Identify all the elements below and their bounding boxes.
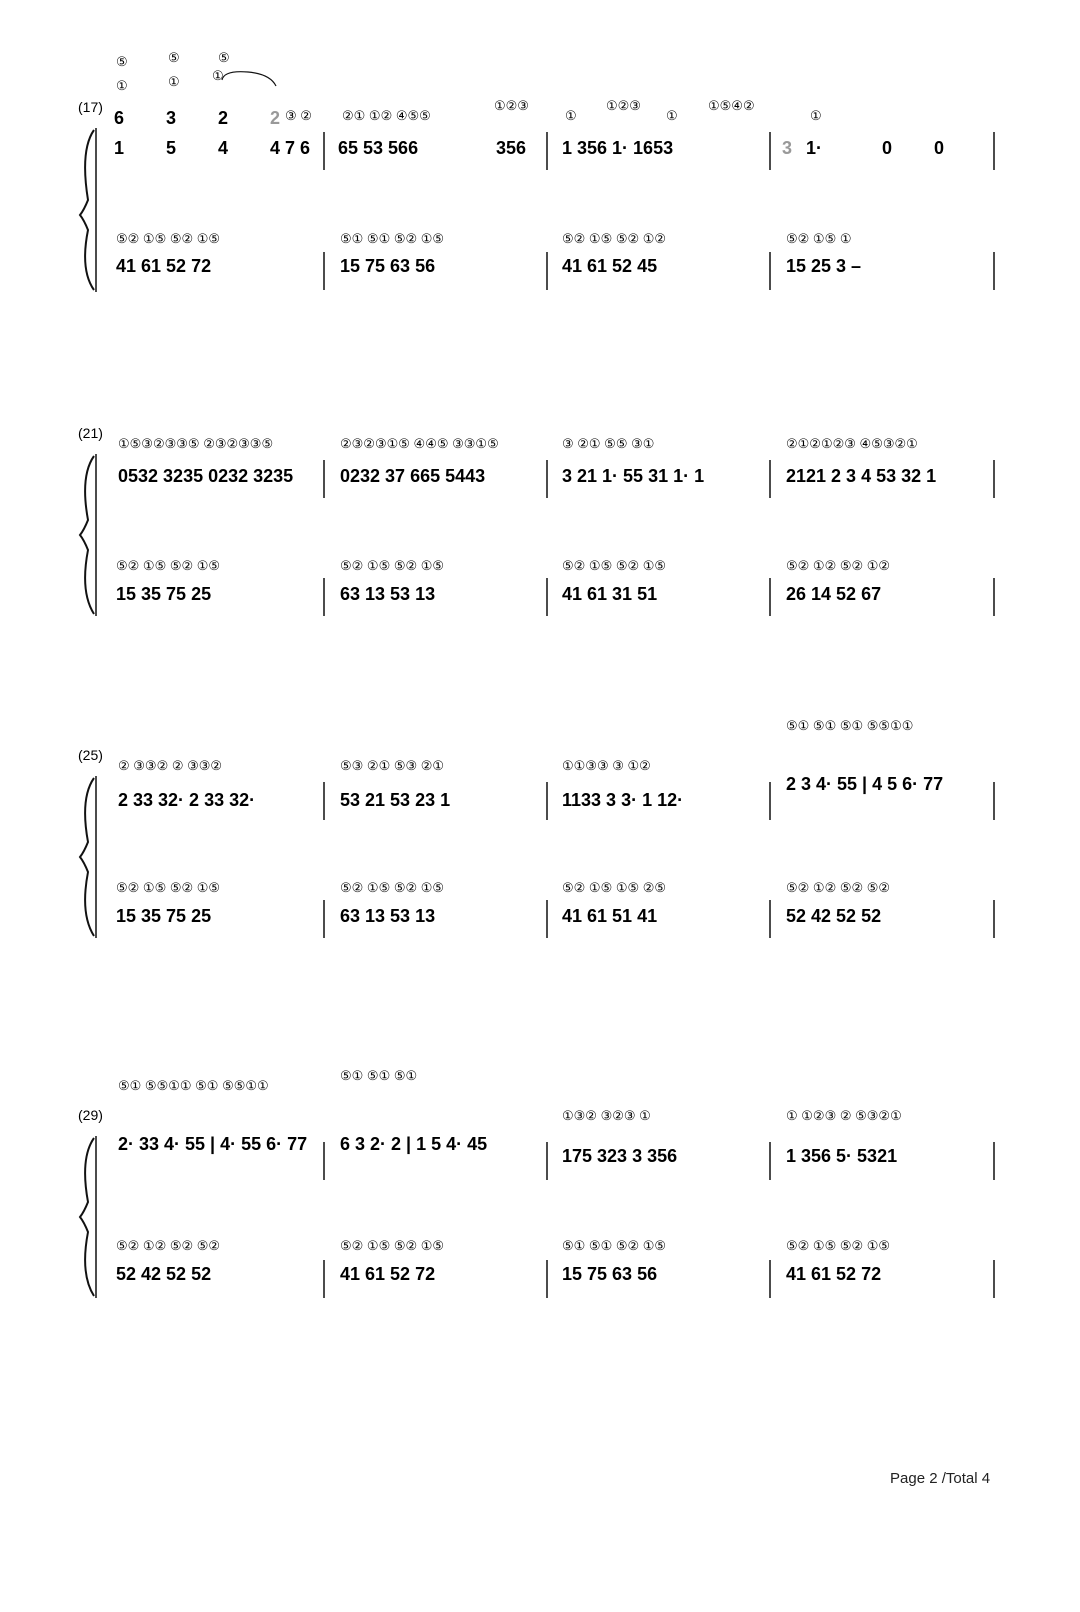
bass-notes: 15 35 75 25	[116, 584, 212, 604]
treble-notes: 2· 33 4· 55 | 4· 55 6· 77	[118, 1134, 308, 1154]
system-21	[78, 425, 994, 616]
fingering: ①③② ③②③ ①	[562, 1108, 651, 1123]
note: 3	[166, 108, 177, 128]
fingering: ①	[168, 74, 180, 89]
bass-notes: 41 61 52 72	[786, 1264, 882, 1284]
fingering: ① ①②③ ② ⑤③②①	[786, 1108, 902, 1123]
note: 2	[270, 108, 281, 128]
note-group: 1 356 1· 1653	[562, 138, 674, 158]
treble-notes: 2 33 32· 2 33 32·	[118, 790, 256, 810]
note-group: 1·	[806, 138, 823, 158]
bass-notes: 41 61 52 72	[116, 256, 212, 276]
bass-notes: 15 25 3 –	[786, 256, 862, 276]
fingering: ⑤	[218, 50, 230, 65]
fingering: ⑤② ①⑤ ⑤② ①⑤	[116, 558, 221, 573]
fingering: ⑤① ⑤① ⑤①	[340, 1068, 418, 1083]
bass-notes: 63 13 53 13	[340, 584, 436, 604]
bass-notes: 15 75 63 56	[340, 256, 436, 276]
fingering: ⑤② ①⑤ ①	[786, 231, 852, 246]
fingering: ⑤② ①⑤ ⑤② ①⑤	[340, 880, 445, 895]
fingering: ①	[116, 78, 128, 93]
bass-notes: 41 61 52 72	[340, 1264, 436, 1284]
bass-notes: 15 75 63 56	[562, 1264, 658, 1284]
note-rest: 0	[882, 138, 893, 158]
fingering: ①①③③ ③ ①②	[562, 758, 651, 773]
fingering: ⑤① ⑤⑤①① ⑤① ⑤⑤①①	[118, 1078, 269, 1093]
note-rest: 0	[934, 138, 945, 158]
fingering: ⑤② ①⑤ ⑤② ①⑤	[116, 880, 221, 895]
treble-notes: 1 356 5· 5321	[786, 1146, 898, 1166]
brace	[80, 778, 94, 936]
treble-notes: 53 21 53 23 1	[340, 790, 451, 810]
treble-notes: 175 323 3 356	[562, 1146, 678, 1166]
fingering: ⑤② ①⑤ ⑤② ①②	[562, 231, 667, 246]
fingering: ⑤② ①⑤ ①⑤ ②⑤	[562, 880, 667, 895]
fingering: ①	[810, 108, 822, 123]
note-group: 4 7 6	[270, 138, 311, 158]
fingering: ①	[212, 68, 224, 83]
note-group: 65 53 566	[338, 138, 419, 158]
fingering: ①⑤④②	[708, 98, 755, 113]
note: 5	[166, 138, 177, 158]
note: 4	[218, 138, 229, 158]
note: 1	[114, 138, 125, 158]
brace	[80, 1138, 94, 1296]
system-17	[78, 50, 994, 292]
measure-number: (17)	[78, 99, 103, 115]
measure-number: (29)	[78, 1107, 103, 1123]
fingering: ⑤	[116, 54, 128, 69]
fingering: ⑤② ①⑤ ⑤② ①⑤	[786, 1238, 891, 1253]
treble-notes: 0232 37 665 5443	[340, 466, 486, 486]
treble-notes: 6 3 2· 2 | 1 5 4· 45	[340, 1134, 488, 1154]
measure-number: (21)	[78, 425, 103, 441]
fingering: ②③②③①⑤ ④④⑤ ③③①⑤	[340, 436, 499, 451]
fingering: ⑤② ①② ⑤② ①②	[786, 558, 891, 573]
fingering: ①②③	[606, 98, 641, 113]
fingering: ①②③	[494, 98, 529, 113]
fingering: ⑤① ⑤① ⑤② ①⑤	[562, 1238, 667, 1253]
fingering: ②①②①②③ ④⑤③②①	[786, 436, 918, 451]
note: 2	[218, 108, 229, 128]
fingering: ⑤	[168, 50, 180, 65]
bass-notes: 41 61 51 41	[562, 906, 658, 926]
fingering: ⑤③ ②① ⑤③ ②①	[340, 758, 445, 773]
note: 6	[114, 108, 125, 128]
bass-notes: 41 61 31 51	[562, 584, 658, 604]
fingering: ①⑤③②③③⑤ ②③②③③⑤	[118, 436, 274, 451]
note: 3	[782, 138, 793, 158]
brace	[80, 130, 94, 290]
measure-number: (25)	[78, 747, 103, 763]
fingering: ⑤① ⑤① ⑤① ⑤⑤①①	[786, 718, 914, 733]
fingering: ③ ②① ⑤⑤ ③①	[562, 436, 655, 451]
brace	[80, 456, 94, 614]
fingering: ⑤② ①⑤ ⑤② ①⑤	[340, 1238, 445, 1253]
page-footer: Page 2 /Total 4	[890, 1470, 991, 1487]
bass-notes: 15 35 75 25	[116, 906, 212, 926]
fingering: ⑤① ⑤① ⑤② ①⑤	[340, 231, 445, 246]
tie	[222, 72, 276, 86]
fingering: ①	[565, 108, 577, 123]
fingering: ⑤② ①② ⑤② ⑤②	[116, 1238, 221, 1253]
bass-notes: 63 13 53 13	[340, 906, 436, 926]
note-group: 356	[496, 138, 527, 158]
fingering: ②① ①② ④⑤⑤	[342, 108, 431, 123]
fingering: ⑤② ①② ⑤② ⑤②	[786, 880, 891, 895]
fingering: ② ③③② ② ③③②	[118, 758, 223, 773]
bass-notes: 26 14 52 67	[786, 584, 882, 604]
treble-notes: 3 21 1· 55 31 1· 1	[562, 466, 705, 486]
bass-notes: 52 42 52 52	[786, 906, 882, 926]
system-25	[78, 718, 994, 938]
bass-notes: 41 61 52 45	[562, 256, 658, 276]
fingering: ⑤② ①⑤ ⑤② ①⑤	[562, 558, 667, 573]
fingering: ①	[666, 108, 678, 123]
fingering: ③ ②	[285, 108, 312, 123]
fingering: ⑤② ①⑤ ⑤② ①⑤	[116, 231, 221, 246]
treble-notes: 0532 3235 0232 3235	[118, 466, 294, 486]
bass-notes: 52 42 52 52	[116, 1264, 212, 1284]
system-29	[78, 1068, 994, 1298]
treble-notes: 2 3 4· 55 | 4 5 6· 77	[786, 774, 944, 794]
fingering: ⑤② ①⑤ ⑤② ①⑤	[340, 558, 445, 573]
treble-notes: 1133 3 3· 1 12·	[562, 790, 684, 810]
treble-notes: 2121 2 3 4 53 32 1	[786, 466, 937, 486]
